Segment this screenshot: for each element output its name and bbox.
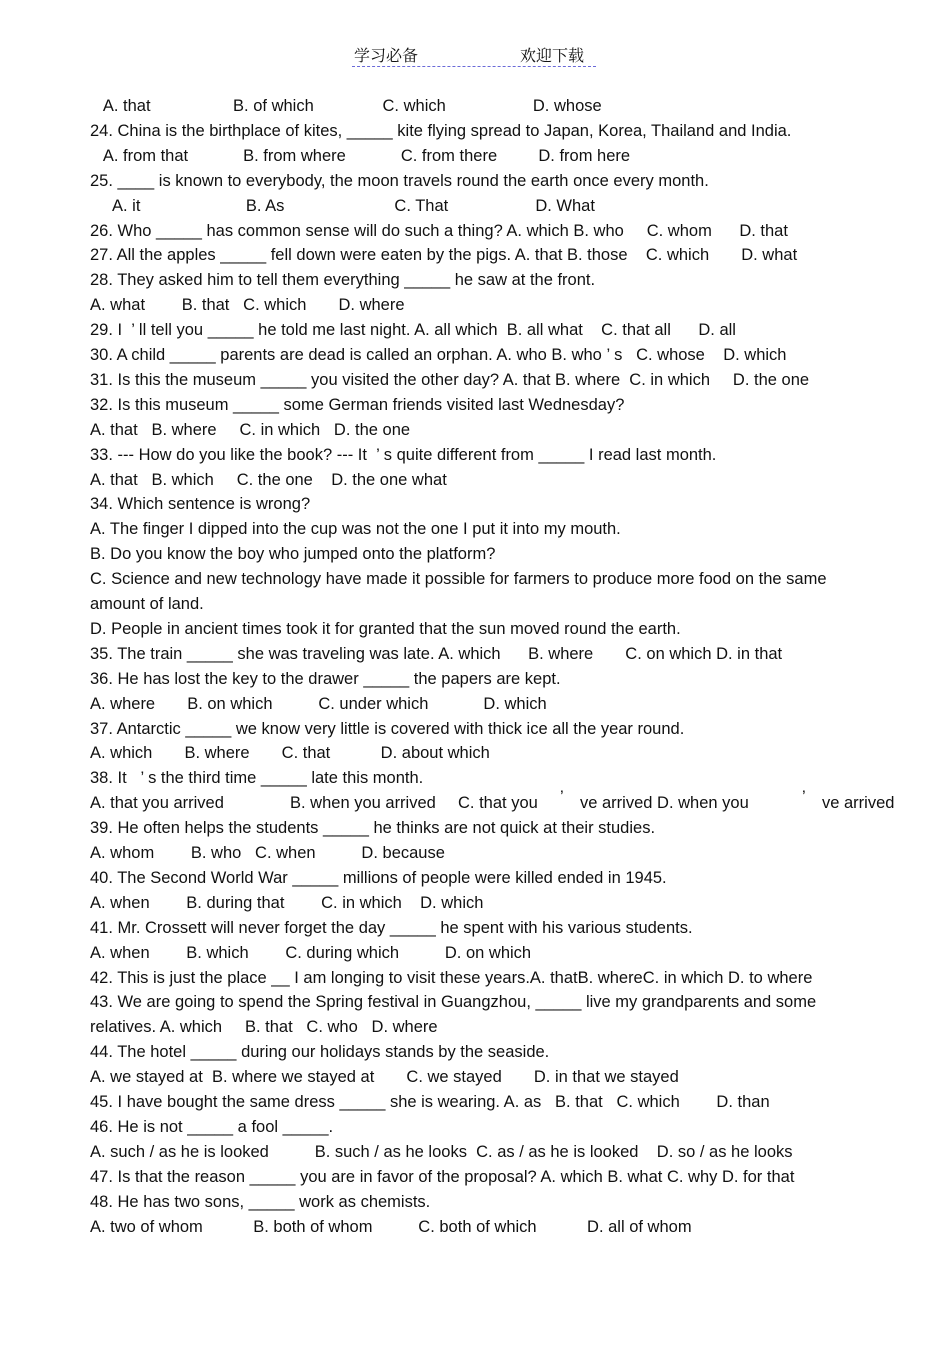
question-line: 37. Antarctic _____ we know very little is covered with thick ice all the year round. — [90, 719, 685, 738]
question-line: B. Do you know the boy who jumped onto the platform? — [90, 545, 496, 564]
question-line: relatives. A. which B. that C. who D. where — [90, 1018, 438, 1037]
question-line: A. that B. where C. in which D. the one — [90, 420, 411, 439]
question-line: 36. He has lost the key to the drawer _____ the papers are kept. — [90, 669, 561, 688]
q38-option-segment: ve arrived — [822, 794, 895, 813]
question-line: 33. --- How do you like the book? --- It ’ s quite different from _____ I read last month. — [90, 445, 717, 464]
question-line: A. two of whom B. both of whom C. both of which D. all of whom — [90, 1217, 692, 1236]
question-line: 43. We are going to spend the Spring festival in Guangzhou, _____ live my grandparents and some — [90, 993, 817, 1012]
question-line: A. The finger I dipped into the cup was not the one I put it into my mouth. — [90, 520, 621, 539]
question-line: A. which B. where C. that D. about which — [90, 744, 490, 763]
question-line: 41. Mr. Crossett will never forget the day _____ he spent with his various students. — [90, 918, 693, 937]
question-line: 44. The hotel _____ during our holidays stands by the seaside. — [90, 1043, 550, 1062]
question-line: 25. ____ is known to everybody, the moon travels round the earth once every month. — [90, 171, 709, 190]
question-line: 34. Which sentence is wrong? — [90, 495, 311, 514]
question-line: 40. The Second World War _____ millions of people were killed ended in 1945. — [90, 868, 667, 887]
question-line: A. such / as he is looked B. such / as he looks C. as / as he is looked D. so / as he looks — [90, 1142, 793, 1161]
question-line: A. where B. on which C. under which D. which — [90, 694, 547, 713]
question-line: A. we stayed at B. where we stayed at C. we stayed D. in that we stayed — [90, 1068, 679, 1087]
question-line: 31. Is this the museum _____ you visited the other day? A. that B. where C. in which D. the one — [90, 370, 810, 389]
question-line: 26. Who _____ has common sense will do such a thing? A. which B. who C. whom D. that — [90, 221, 788, 240]
question-line: 29. I ’ ll tell you _____ he told me last night. A. all which B. all what C. that all D. all — [90, 321, 736, 340]
question-line: 28. They asked him to tell them everything _____ he saw at the front. — [90, 271, 596, 290]
question-line: A. it B. As C. That D. What — [90, 196, 595, 215]
question-line: 35. The train _____ she was traveling was late. A. which B. where C. on which D. in that — [90, 644, 783, 663]
question-line: 46. He is not _____ a fool _____. — [90, 1117, 334, 1136]
q38-option-segment: C. that you — [458, 794, 538, 813]
q38-option-segment: ve arrived D. when you — [580, 794, 749, 813]
q38-option-segment: ’ — [560, 788, 564, 807]
question-line: 32. Is this museum _____ some German friends visited last Wednesday? — [90, 395, 625, 414]
question-line: A. that B. of which C. which D. whose — [90, 97, 602, 115]
question-line: A. from that B. from where C. from there D. from here — [90, 146, 631, 165]
question-line: A. when B. which C. during which D. on which — [90, 943, 532, 962]
question-line: 48. He has two sons, _____ work as chemists. — [90, 1192, 431, 1211]
question-line: 30. A child _____ parents are dead is called an orphan. A. who B. who ’ s C. whose D. which — [90, 346, 787, 364]
question-line: C. Science and new technology have made it possible for farmers to produce more food on the same — [90, 570, 827, 589]
question-line: amount of land. — [90, 595, 204, 613]
q38-option-segment: B. when you arrived — [290, 794, 436, 813]
q38-option-segment: ’ — [802, 788, 806, 807]
question-line: A. whom B. who C. when D. because — [90, 844, 445, 862]
q38-option-segment: A. that you arrived — [90, 794, 224, 813]
q38-options-line — [90, 788, 910, 815]
question-line: A. that B. which C. the one D. the one what — [90, 470, 447, 489]
question-line: 47. Is that the reason _____ you are in favor of the proposal? A. which B. what C. why D. for that — [90, 1167, 795, 1186]
question-line: 27. All the apples _____ fell down were eaten by the pigs. A. that B. those C. which D. what — [90, 246, 798, 265]
header-left-text: 学习必备 — [354, 48, 419, 65]
question-line: 38. It ’ s the third time _____ late this month. — [90, 769, 424, 788]
header-right-text: 欢迎下载 — [520, 48, 585, 65]
question-line: 42. This is just the place __ I am longing to visit these years.A. thatB. whereC. in which D. to where — [90, 968, 813, 987]
question-line: A. when B. during that C. in which D. which — [90, 893, 484, 912]
question-line: 39. He often helps the students _____ he thinks are not quick at their studies. — [90, 819, 656, 838]
question-line: 24. China is the birthplace of kites, _____ kite flying spread to Japan, Korea, Thailand and India. — [90, 121, 792, 140]
page-header — [352, 40, 596, 67]
question-line: D. People in ancient times took it for granted that the sun moved round the earth. — [90, 619, 681, 638]
question-line: A. what B. that C. which D. where — [90, 296, 405, 315]
question-line: 45. I have bought the same dress _____ she is wearing. A. as B. that C. which D. than — [90, 1093, 770, 1111]
